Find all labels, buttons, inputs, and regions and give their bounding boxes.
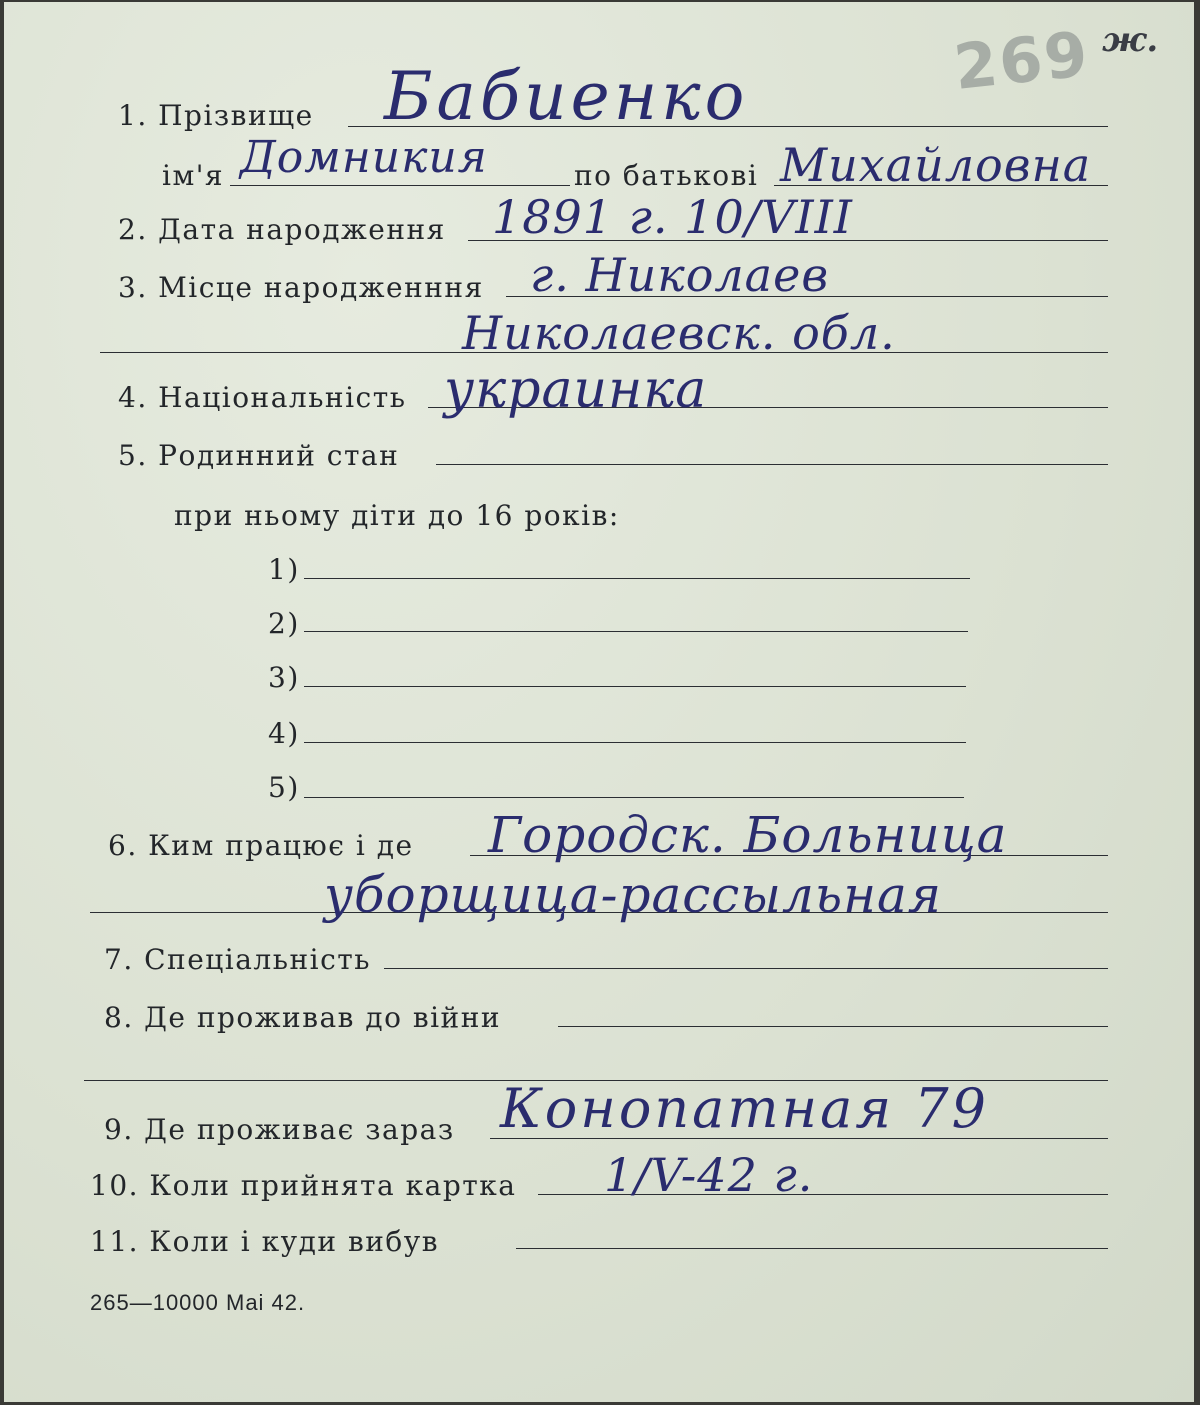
surname-value: Бабиенко [384, 58, 749, 135]
child-2-label: 2) [268, 607, 300, 640]
departed-line [516, 1248, 1108, 1249]
child-1-line [304, 578, 970, 579]
child-2-line [304, 631, 968, 632]
child-4-line [304, 742, 966, 743]
birth-place-label: 3. Місце народженння [118, 271, 484, 304]
child-1-label: 1) [268, 553, 300, 586]
birth-date-value: 1891 г. 10/VIII [492, 190, 853, 244]
nationality-value: украинка [444, 360, 708, 420]
birth-place-value-2: Николаевск. обл. [462, 306, 896, 360]
children-label: при ньому діти до 16 років: [174, 499, 620, 532]
current-residence-value: Конопатная 79 [500, 1077, 989, 1140]
card-accepted-label: 10. Коли прийнята картка [90, 1169, 517, 1202]
work-value-1: Городск. Больница [488, 806, 1008, 864]
name-value: Домникия [240, 132, 488, 183]
registration-card [4, 2, 1194, 1402]
current-residence-label: 9. Де проживає зараз [104, 1113, 455, 1146]
specialty-line [384, 968, 1108, 969]
child-4-label: 4) [268, 717, 300, 750]
nationality-label: 4. Національність [118, 381, 407, 414]
birth-date-label: 2. Дата народження [118, 213, 446, 246]
name-line [230, 185, 570, 186]
corner-mark: ж. [1102, 20, 1159, 60]
patronymic-label: по батькові [574, 159, 759, 192]
marital-status-line [436, 464, 1108, 465]
work-value-2: уборщица-рассыльная [324, 866, 942, 924]
prewar-residence-label: 8. Де проживав до війни [104, 1001, 502, 1034]
child-3-line [304, 686, 966, 687]
birth-place-value-1: г. Николаев [530, 248, 830, 302]
archive-number-stamp: 269 [950, 17, 1093, 104]
prewar-residence-line-1 [558, 1026, 1108, 1027]
work-label: 6. Ким працює і де [108, 829, 414, 862]
child-3-label: 3) [268, 661, 300, 694]
name-label: ім'я [162, 159, 225, 192]
marital-status-label: 5. Родинний стан [118, 439, 400, 472]
print-info: 265—10000 Mai 42. [90, 1290, 306, 1315]
card-accepted-value: 1/V-42 г. [604, 1148, 814, 1202]
child-5-line [304, 797, 964, 798]
specialty-label: 7. Спеціальність [104, 943, 371, 976]
patronymic-value: Михайловна [780, 138, 1092, 192]
child-5-label: 5) [268, 771, 300, 804]
surname-label: 1. Прізвище [118, 99, 314, 132]
departed-label: 11. Коли і куди вибув [90, 1225, 439, 1258]
